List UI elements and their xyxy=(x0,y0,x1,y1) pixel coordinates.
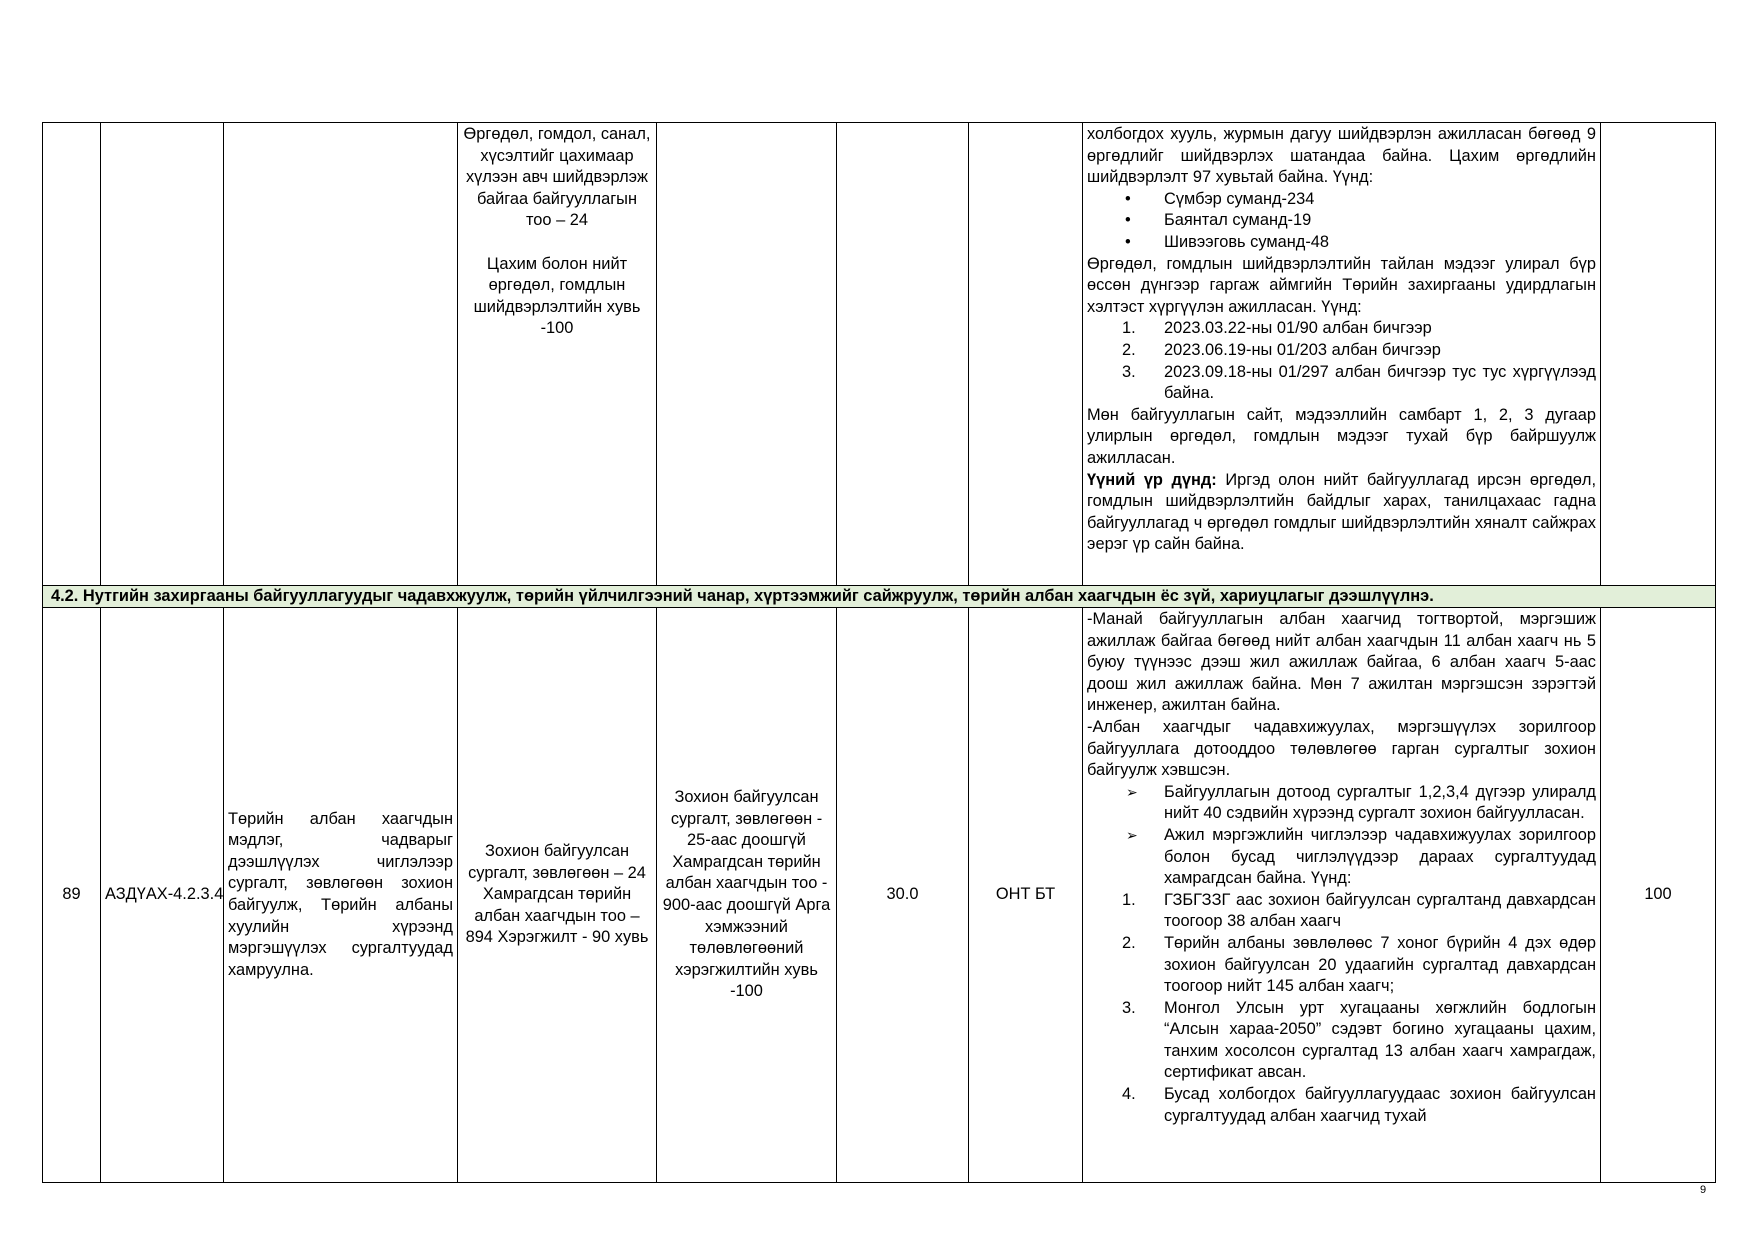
result-text: Иргэд олон нийт байгууллагад ирсэн өргөдөл, гомдлын шийдвэрлэлтийн байдлыг харах, танилцахаас гадна байгууллагад ч өргөдөл гомдлыг шийдвэрлэлтийн хяналт сайжрах эерэг үр сайн байна. xyxy=(1087,470,1597,554)
bullet-list xyxy=(1087,189,1596,254)
list-item: 3. 2023.09.18-ны 01/297 албан бичгээр тус тус хүргүүлээд байна. xyxy=(1122,362,1596,403)
indicator-cell: Зохион байгуулсан сургалт, зөвлөгөөн – 24 Хамрагдсан төрийн албан хаагчдын тоо – 894 Хэрэгжилт - 90 хувь xyxy=(458,608,657,1183)
score-cell: 100 xyxy=(1601,608,1716,1183)
result-paragraph xyxy=(1087,470,1596,556)
page-number: 9 xyxy=(1700,1184,1707,1196)
target-cell: Зохион байгуулсан сургалт, зөвлөгөөн - 25-аас доошгүй Хамрагдсан төрийн албан хаагчдын тоо - 900-аас доошгүй Арга хэмжээний төлөвлөгөөний хэрэгжилтийн хувь -100 xyxy=(657,608,837,1183)
list-item: • Шивээговь суманд-48 xyxy=(1125,232,1330,251)
measure-cell xyxy=(224,123,458,586)
list-item: • Сүмбэр суманд-234 xyxy=(1125,189,1315,208)
indicator-line: Цахим болон нийт өргөдөл, гомдлын шийдвэрлэлтийн хувь -100 xyxy=(473,254,641,338)
numbered-list xyxy=(1087,318,1596,404)
list-item: 4. Бусад холбогдох байгууллагуудаас зохион байгуулсан сургалтуудад албан хаагчид тухай xyxy=(1122,1085,1596,1125)
numbered-list xyxy=(1087,890,1596,1128)
description-paragraph: Мөн байгууллагын сайт, мэдээллийн самбарт 1, 2, 3 дугаар улирлын өргөдөл, гомдлын мэдээг тухай бүр байршуулж ажилласан. xyxy=(1087,405,1596,467)
table-row xyxy=(43,608,1716,1183)
list-item: 1. ГЗБГЗЗГ аас зохион байгуулсан сургалтанд давхардсан тоогоор 38 албан хаагч xyxy=(1122,890,1596,931)
list-item: 2. Төрийн албаны зөвлөлөөс 7 хоног бүрийн 4 дэх өдөр зохион байгуулсан 20 удаагийн сургалтад давхардсан тоогоор нийт 145 албан хаагч; xyxy=(1122,933,1596,996)
description-cell xyxy=(1083,608,1601,1183)
source-cell: ОНТ БТ xyxy=(969,608,1083,1183)
score-cell xyxy=(1601,123,1716,586)
list-item: ➢ Ажил мэргэжлийн чиглэлээр чадавхижуулах зорилгоор болон бусад чиглэлүүдээр дараах сургалтуудад хамрагдсан байна. Үүнд: xyxy=(1126,825,1596,888)
arrow-list xyxy=(1087,782,1596,890)
source-cell xyxy=(969,123,1083,586)
list-item: • Баянтал суманд-19 xyxy=(1125,211,1312,230)
budget-cell: 30.0 xyxy=(837,608,969,1183)
description-paragraph: -Манай байгууллагын албан хаагчид тогтвортой, мэргэшиж ажиллаж байгаа бөгөөд нийт албан хаагчдын 11 албан хаагч нь 5 буюу түүнээс дээш жил ажиллаж байгаа, 6 албан хаагч 5-аас доош жил ажиллаж байна. Мөн 7 ажилтан мэргэшсэн зэрэгтэй инженер, ажилтан байна. xyxy=(1087,610,1596,715)
report-table xyxy=(42,122,1716,1183)
list-item: 1. 2023.03.22-ны 01/90 албан бичгээр xyxy=(1122,319,1432,338)
section-row xyxy=(43,586,1716,608)
indicator-cell xyxy=(458,123,657,586)
budget-cell xyxy=(837,123,969,586)
code-cell xyxy=(101,123,224,586)
section-title: 4.2. Нутгийн захиргааны байгууллагуудыг чадавхжуулж, төрийн үйлчилгээний чанар, хүртээмжийг сайжруулж, төрийн албан хаагчдын ёс зүй, хариуцлагыг дээшлүүлнэ. xyxy=(43,586,1716,608)
measure-cell: Төрийн албан хаагчдын мэдлэг, чадварыг дээшлүүлэх чиглэлээр сургалт, зөвлөгөөн зохион байгуулж, Төрийн албаны хуулийн хүрээнд мэргэшүүлэх сургалтуудад хамруулна. xyxy=(224,608,458,1183)
target-cell xyxy=(657,123,837,586)
description-paragraph: -Албан хаагчдыг чадавхижуулах, мэргэшүүлэх зорилгоор байгууллага дотооддоо төлөвлөгөө гарган сургалтыг зохион байгуулж хэвшсэн. xyxy=(1087,717,1596,780)
list-item: ➢ Байгууллагын дотоод сургалтыг 1,2,3,4 дүгээр улиралд нийт 40 сэдвийн хүрээнд сургалт зохион байгуулласан. xyxy=(1126,782,1596,823)
description-paragraph: Өргөдөл, гомдлын шийдвэрлэлтийн тайлан мэдээг улирал бүр өссөн дүнгээр гаргаж аймгийн Төрийн захиргааны удирдлагын хэлтэст хүргүүлэн ажилласан. Үүнд: xyxy=(1087,254,1596,316)
result-label: Үүний үр дүнд: xyxy=(1087,470,1217,489)
description-paragraph: холбогдох хууль, журмын дагуу шийдвэрлэн ажилласан бөгөөд 9 өргөдлийг шийдвэрлэх шатандаа байна. Цахим өргөдлийн шийдвэрлэлт 97 хувьтай байна. Үүнд: xyxy=(1087,125,1596,187)
list-item: 3. Монгол Улсын урт хугацааны хөгжлийн бодлогын “Алсын хараа-2050” сэдэвт богино хугацааны цахим, танхим хосолсон сургалтад 13 албан хаагч хамрагдаж, сертификат авсан. xyxy=(1122,998,1596,1082)
list-item: 2. 2023.06.19-ны 01/203 албан бичгээр xyxy=(1122,340,1441,359)
description-cell xyxy=(1083,123,1601,586)
code-cell: АЗДҮАХ-4.2.3.4 xyxy=(101,608,224,1183)
table-row xyxy=(43,123,1716,586)
row-number-cell xyxy=(43,123,101,586)
row-number-cell: 89 xyxy=(43,608,101,1183)
indicator-line: Өргөдөл, гомдол, санал, хүсэлтийг цахимаар хүлээн авч шийдвэрлэж байгаа байгууллагын тоо – 24 xyxy=(463,125,651,230)
